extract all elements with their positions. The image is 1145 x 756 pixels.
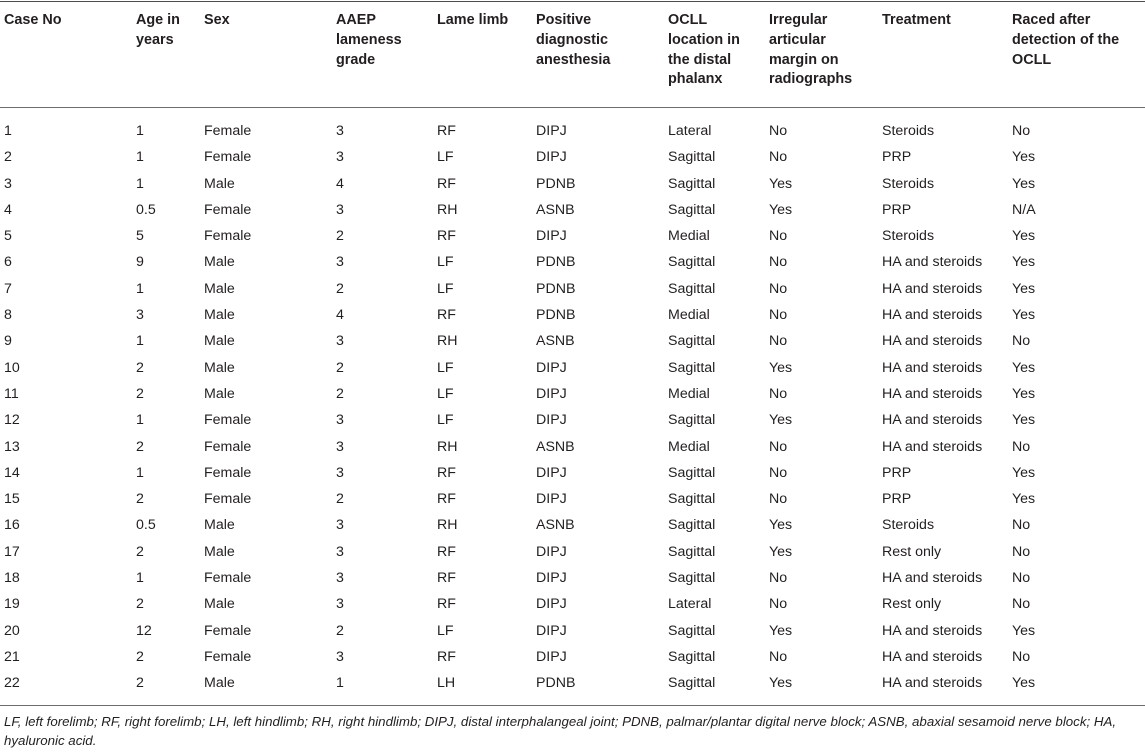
cell-lameness-grade: 4 <box>336 307 344 324</box>
header-irregular-margin: Irregular articular margin on radiographs <box>769 12 853 88</box>
cell-irregular-margin: No <box>769 254 788 271</box>
cell-case-no: 15 <box>4 491 20 508</box>
cell-lameness-grade: 2 <box>336 359 344 376</box>
cell-raced-after: Yes <box>1012 491 1036 508</box>
cell-treatment: Steroids <box>882 517 935 534</box>
cell-raced-after: Yes <box>1012 175 1036 192</box>
cell-diagnostic-anesthesia: DIPJ <box>536 412 567 429</box>
cell-case-no: 2 <box>4 149 12 166</box>
cell-irregular-margin: No <box>769 438 788 455</box>
cell-diagnostic-anesthesia: PDNB <box>536 307 576 324</box>
cell-diagnostic-anesthesia: DIPJ <box>536 543 567 560</box>
cell-case-no: 5 <box>4 228 12 245</box>
cell-case-no: 14 <box>4 464 20 481</box>
table-row <box>0 223 1145 249</box>
cell-irregular-margin: No <box>769 570 788 587</box>
table-header-row <box>0 11 1145 107</box>
cell-sex: Male <box>204 280 235 297</box>
cell-treatment: Steroids <box>882 228 935 245</box>
cell-treatment: Rest only <box>882 543 942 560</box>
cell-treatment: HA and steroids <box>882 359 983 376</box>
cell-diagnostic-anesthesia: DIPJ <box>536 491 567 508</box>
cell-raced-after: Yes <box>1012 228 1036 245</box>
cell-lameness-grade: 3 <box>336 648 344 665</box>
cell-ocll-location: Lateral <box>668 123 712 139</box>
cell-irregular-margin: Yes <box>769 543 793 560</box>
cell-age: 1 <box>136 412 144 429</box>
table-row <box>0 171 1145 197</box>
header-lame-limb: Lame limb <box>437 12 509 28</box>
cell-treatment: HA and steroids <box>882 438 983 455</box>
cell-diagnostic-anesthesia: ASNB <box>536 517 575 534</box>
cell-raced-after: Yes <box>1012 307 1036 324</box>
cell-case-no: 9 <box>4 333 12 350</box>
header-diagnostic-anesthesia: Positive diagnostic anesthesia <box>536 12 611 68</box>
cell-irregular-margin: No <box>769 228 788 245</box>
cell-sex: Male <box>204 675 235 692</box>
cell-sex: Female <box>204 228 252 245</box>
cell-age: 2 <box>136 359 144 376</box>
cell-lame-limb: LF <box>437 280 454 297</box>
cell-ocll-location: Sagittal <box>668 412 716 429</box>
cell-sex: Male <box>204 175 235 192</box>
cell-lame-limb: RF <box>437 307 456 324</box>
cell-diagnostic-anesthesia: PDNB <box>536 254 576 271</box>
cell-case-no: 4 <box>4 201 12 218</box>
cell-irregular-margin: No <box>769 149 788 166</box>
cell-raced-after: No <box>1012 333 1031 350</box>
cell-treatment: HA and steroids <box>882 333 983 350</box>
cell-ocll-location: Lateral <box>668 596 712 613</box>
cell-lameness-grade: 3 <box>336 201 344 218</box>
header-lameness-grade: AAEP lameness grade <box>336 12 402 68</box>
cell-case-no: 8 <box>4 307 12 324</box>
cell-case-no: 1 <box>4 123 12 139</box>
cell-ocll-location: Medial <box>668 438 710 455</box>
cell-lame-limb: LF <box>437 385 454 402</box>
table-footnote: LF, left forelimb; RF, right forelimb; LH, left hindlimb; RH, right hindlimb; DIPJ, distal interphalangeal joint; PDNB, palmar/plantar digital nerve block; ASNB, abaxial sesamoid nerve block; HA, hyaluronic acid. <box>4 714 1117 748</box>
cell-age: 0.5 <box>136 201 156 218</box>
cell-irregular-margin: No <box>769 123 788 139</box>
table-row <box>0 328 1145 354</box>
cell-case-no: 19 <box>4 596 20 613</box>
cell-irregular-margin: Yes <box>769 412 793 429</box>
cell-age: 2 <box>136 438 144 455</box>
cell-age: 3 <box>136 307 144 324</box>
cell-treatment: HA and steroids <box>882 570 983 587</box>
cell-lameness-grade: 3 <box>336 570 344 587</box>
cell-lame-limb: RH <box>437 333 458 350</box>
cell-lameness-grade: 2 <box>336 491 344 508</box>
cell-treatment: Rest only <box>882 596 942 613</box>
cell-case-no: 17 <box>4 543 20 560</box>
table-row <box>0 486 1145 512</box>
cell-raced-after: Yes <box>1012 254 1036 271</box>
cell-age: 1 <box>136 149 144 166</box>
header-age: Age in years <box>136 12 180 48</box>
table-row <box>0 407 1145 433</box>
cell-age: 2 <box>136 385 144 402</box>
cell-lame-limb: RF <box>437 464 456 481</box>
cell-lame-limb: RF <box>437 175 456 192</box>
cell-sex: Female <box>204 491 252 508</box>
cell-sex: Female <box>204 622 252 639</box>
table-body <box>0 118 1145 697</box>
cell-raced-after: No <box>1012 570 1031 587</box>
cell-sex: Female <box>204 149 252 166</box>
cell-irregular-margin: No <box>769 307 788 324</box>
cell-raced-after: Yes <box>1012 622 1036 639</box>
cell-irregular-margin: Yes <box>769 622 793 639</box>
table-row <box>0 512 1145 538</box>
cell-diagnostic-anesthesia: DIPJ <box>536 385 567 402</box>
cell-diagnostic-anesthesia: DIPJ <box>536 359 567 376</box>
cell-age: 5 <box>136 228 144 245</box>
header-treatment: Treatment <box>882 12 951 28</box>
cell-treatment: Steroids <box>882 175 935 192</box>
cell-ocll-location: Sagittal <box>668 570 716 587</box>
cell-age: 2 <box>136 648 144 665</box>
cell-lame-limb: LF <box>437 254 454 271</box>
cell-age: 2 <box>136 491 144 508</box>
cell-treatment: PRP <box>882 464 912 481</box>
cell-irregular-margin: Yes <box>769 201 793 218</box>
cell-lameness-grade: 3 <box>336 464 344 481</box>
cell-diagnostic-anesthesia: ASNB <box>536 438 575 455</box>
header-raced-after: Raced after detection of the OCLL <box>1012 12 1120 68</box>
cell-irregular-margin: No <box>769 333 788 350</box>
table-row <box>0 144 1145 170</box>
cell-ocll-location: Sagittal <box>668 517 716 534</box>
table-row <box>0 249 1145 275</box>
cell-diagnostic-anesthesia: DIPJ <box>536 622 567 639</box>
cell-irregular-margin: No <box>769 280 788 297</box>
cell-sex: Male <box>204 333 235 350</box>
cell-ocll-location: Sagittal <box>668 333 716 350</box>
cell-lameness-grade: 3 <box>336 596 344 613</box>
cell-diagnostic-anesthesia: PDNB <box>536 175 576 192</box>
cell-ocll-location: Sagittal <box>668 359 716 376</box>
table-row <box>0 118 1145 144</box>
cell-ocll-location: Sagittal <box>668 201 716 218</box>
cell-diagnostic-anesthesia: DIPJ <box>536 464 567 481</box>
table-row <box>0 381 1145 407</box>
cell-lameness-grade: 3 <box>336 438 344 455</box>
cell-lameness-grade: 3 <box>336 123 344 139</box>
cell-case-no: 3 <box>4 175 12 192</box>
cell-ocll-location: Sagittal <box>668 254 716 271</box>
cell-treatment: HA and steroids <box>882 622 983 639</box>
cell-irregular-margin: No <box>769 491 788 508</box>
cell-lame-limb: RH <box>437 438 458 455</box>
cell-diagnostic-anesthesia: DIPJ <box>536 596 567 613</box>
cell-diagnostic-anesthesia: DIPJ <box>536 648 567 665</box>
cell-diagnostic-anesthesia: DIPJ <box>536 228 567 245</box>
cell-diagnostic-anesthesia: PDNB <box>536 280 576 297</box>
cell-age: 1 <box>136 175 144 192</box>
cell-sex: Female <box>204 123 252 139</box>
cell-sex: Female <box>204 201 252 218</box>
cell-raced-after: No <box>1012 517 1031 534</box>
cell-raced-after: No <box>1012 596 1031 613</box>
cell-treatment: PRP <box>882 149 912 166</box>
cell-lameness-grade: 1 <box>336 675 344 692</box>
cell-case-no: 22 <box>4 675 20 692</box>
table-row <box>0 591 1145 617</box>
cell-case-no: 11 <box>4 385 19 402</box>
cell-treatment: Steroids <box>882 123 935 139</box>
cell-treatment: HA and steroids <box>882 280 983 297</box>
cell-lameness-grade: 4 <box>336 175 344 192</box>
cell-case-no: 13 <box>4 438 20 455</box>
cell-irregular-margin: No <box>769 596 788 613</box>
cell-lame-limb: LF <box>437 622 454 639</box>
cell-age: 9 <box>136 254 144 271</box>
cell-raced-after: Yes <box>1012 149 1036 166</box>
cell-sex: Female <box>204 412 252 429</box>
cell-ocll-location: Sagittal <box>668 675 716 692</box>
table-row <box>0 565 1145 591</box>
cell-sex: Male <box>204 517 235 534</box>
cell-lameness-grade: 2 <box>336 385 344 402</box>
cell-age: 1 <box>136 333 144 350</box>
cell-ocll-location: Sagittal <box>668 464 716 481</box>
cell-age: 1 <box>136 570 144 587</box>
cell-irregular-margin: Yes <box>769 675 793 692</box>
cell-diagnostic-anesthesia: DIPJ <box>536 123 567 139</box>
cell-case-no: 12 <box>4 412 20 429</box>
cell-raced-after: No <box>1012 543 1031 560</box>
cell-case-no: 16 <box>4 517 20 534</box>
cell-treatment: HA and steroids <box>882 412 983 429</box>
cell-case-no: 20 <box>4 622 20 639</box>
cell-lameness-grade: 3 <box>336 333 344 350</box>
cell-lameness-grade: 3 <box>336 517 344 534</box>
cell-diagnostic-anesthesia: DIPJ <box>536 149 567 166</box>
cell-age: 12 <box>136 622 152 639</box>
cell-treatment: PRP <box>882 491 912 508</box>
header-ocll-location: OCLL location in the distal phalanx <box>668 12 740 88</box>
cell-treatment: HA and steroids <box>882 254 983 271</box>
cell-ocll-location: Medial <box>668 307 710 324</box>
cell-sex: Male <box>204 359 235 376</box>
cell-lameness-grade: 3 <box>336 412 344 429</box>
cell-lameness-grade: 3 <box>336 254 344 271</box>
cell-irregular-margin: No <box>769 385 788 402</box>
cell-raced-after: Yes <box>1012 359 1036 376</box>
table-top-rule <box>0 1 1145 2</box>
table-row <box>0 276 1145 302</box>
cell-diagnostic-anesthesia: ASNB <box>536 333 575 350</box>
table-row <box>0 302 1145 328</box>
cell-age: 1 <box>136 123 144 139</box>
cell-sex: Female <box>204 648 252 665</box>
cell-lame-limb: RF <box>437 491 456 508</box>
cell-ocll-location: Sagittal <box>668 175 716 192</box>
cell-raced-after: No <box>1012 648 1031 665</box>
cell-irregular-margin: Yes <box>769 517 793 534</box>
table-bottom-rule <box>0 705 1145 706</box>
cell-raced-after: No <box>1012 438 1031 455</box>
cell-ocll-location: Sagittal <box>668 543 716 560</box>
cell-lame-limb: RH <box>437 517 458 534</box>
cell-ocll-location: Sagittal <box>668 280 716 297</box>
cell-lameness-grade: 2 <box>336 280 344 297</box>
cell-lame-limb: LF <box>437 359 454 376</box>
cell-case-no: 7 <box>4 280 12 297</box>
cell-sex: Female <box>204 464 252 481</box>
cell-age: 0.5 <box>136 517 156 534</box>
cell-lame-limb: LF <box>437 412 454 429</box>
cell-diagnostic-anesthesia: PDNB <box>536 675 576 692</box>
cell-lame-limb: RF <box>437 570 456 587</box>
cell-treatment: HA and steroids <box>882 385 983 402</box>
cell-sex: Male <box>204 254 235 271</box>
cell-lame-limb: RF <box>437 228 456 245</box>
cell-treatment: HA and steroids <box>882 648 983 665</box>
cell-ocll-location: Sagittal <box>668 149 716 166</box>
cell-sex: Male <box>204 596 235 613</box>
cell-ocll-location: Sagittal <box>668 491 716 508</box>
cell-lame-limb: LF <box>437 149 454 166</box>
cell-ocll-location: Medial <box>668 385 710 402</box>
cell-raced-after: No <box>1012 123 1031 139</box>
cell-treatment: HA and steroids <box>882 307 983 324</box>
cell-lameness-grade: 2 <box>336 622 344 639</box>
table-row <box>0 618 1145 644</box>
cell-sex: Female <box>204 438 252 455</box>
cell-raced-after: Yes <box>1012 412 1036 429</box>
table-row <box>0 434 1145 460</box>
cell-irregular-margin: No <box>769 464 788 481</box>
cell-case-no: 10 <box>4 359 20 376</box>
cell-lame-limb: RF <box>437 648 456 665</box>
cell-irregular-margin: Yes <box>769 359 793 376</box>
cell-age: 2 <box>136 675 144 692</box>
cell-sex: Female <box>204 570 252 587</box>
cell-age: 1 <box>136 280 144 297</box>
table-row <box>0 670 1145 696</box>
cell-irregular-margin: Yes <box>769 175 793 192</box>
table-row <box>0 355 1145 381</box>
cell-diagnostic-anesthesia: ASNB <box>536 201 575 218</box>
table-row <box>0 644 1145 670</box>
cell-raced-after: Yes <box>1012 464 1036 481</box>
cell-case-no: 21 <box>4 648 20 665</box>
header-case-no: Case No <box>4 12 62 28</box>
cell-age: 1 <box>136 464 144 481</box>
cell-irregular-margin: No <box>769 648 788 665</box>
cell-sex: Male <box>204 307 235 324</box>
cell-sex: Male <box>204 385 235 402</box>
cell-ocll-location: Medial <box>668 228 710 245</box>
cell-lameness-grade: 2 <box>336 228 344 245</box>
cell-lame-limb: LH <box>437 675 456 692</box>
cell-case-no: 6 <box>4 254 12 271</box>
cell-ocll-location: Sagittal <box>668 648 716 665</box>
table-row <box>0 197 1145 223</box>
cell-sex: Male <box>204 543 235 560</box>
cell-lame-limb: RH <box>437 201 458 218</box>
cell-age: 2 <box>136 543 144 560</box>
cell-lameness-grade: 3 <box>336 149 344 166</box>
cell-diagnostic-anesthesia: DIPJ <box>536 570 567 587</box>
cell-raced-after: Yes <box>1012 280 1036 297</box>
cell-raced-after: Yes <box>1012 385 1036 402</box>
cell-lame-limb: RF <box>437 123 456 139</box>
cell-treatment: HA and steroids <box>882 675 983 692</box>
table-row <box>0 460 1145 486</box>
cell-lameness-grade: 3 <box>336 543 344 560</box>
cell-lame-limb: RF <box>437 543 456 560</box>
cell-age: 2 <box>136 596 144 613</box>
cell-treatment: PRP <box>882 201 912 218</box>
cell-raced-after: Yes <box>1012 675 1036 692</box>
table-header-rule <box>0 107 1145 108</box>
header-sex: Sex <box>204 12 230 28</box>
cell-lame-limb: RF <box>437 596 456 613</box>
cell-ocll-location: Sagittal <box>668 622 716 639</box>
table-row <box>0 539 1145 565</box>
cell-raced-after: N/A <box>1012 201 1036 218</box>
cell-case-no: 18 <box>4 570 20 587</box>
